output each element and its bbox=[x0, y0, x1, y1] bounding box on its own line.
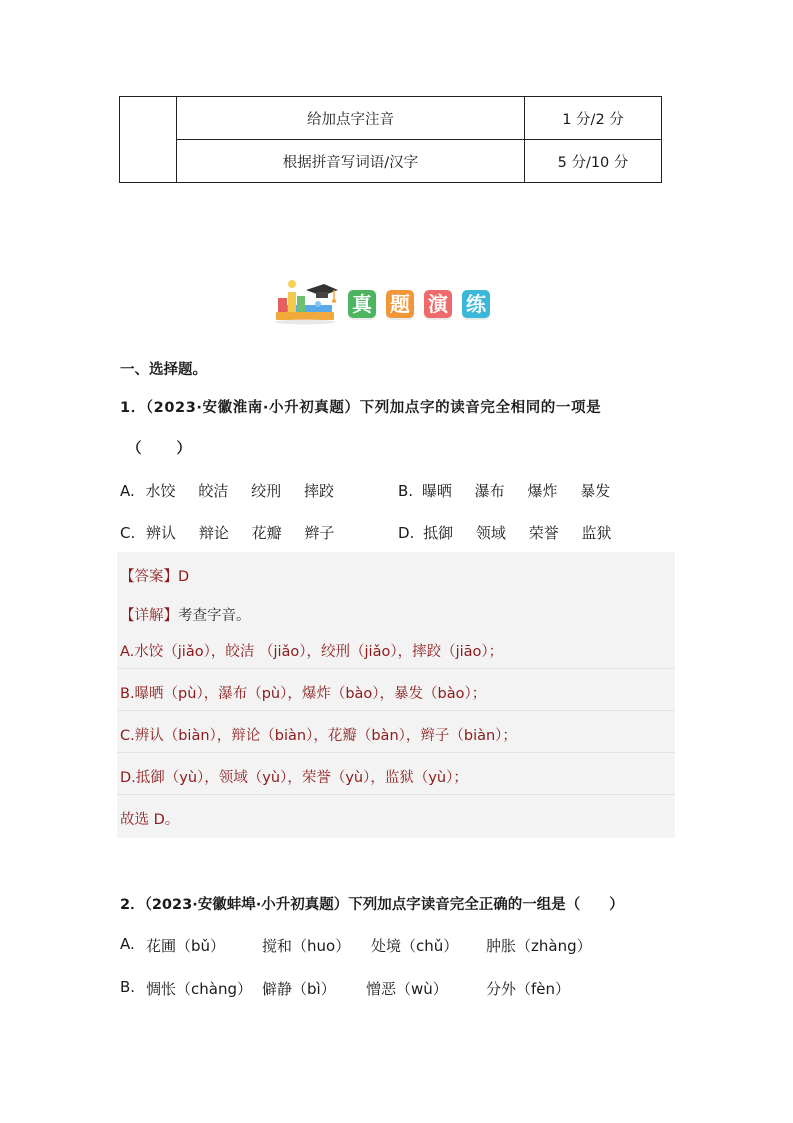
option-word: 荣誉 bbox=[528, 524, 559, 542]
option-word: 花瓣 bbox=[251, 524, 282, 542]
option-word: 曝晒 bbox=[421, 482, 452, 500]
option-label: A. bbox=[120, 482, 135, 500]
option-c bbox=[120, 522, 352, 543]
table-cell-score: 1 分/2 分 bbox=[525, 97, 662, 140]
option-word: 分外（fèn） bbox=[486, 980, 571, 998]
section-banner bbox=[272, 278, 522, 326]
option-word: 肿胀（zhàng） bbox=[486, 937, 592, 955]
explanation-c: C.辨认（biàn），辩论（biàn），花瓣（bàn），辫子（biàn）； bbox=[120, 728, 517, 744]
banner-char-3: 演 bbox=[424, 290, 452, 318]
option-word: 领域 bbox=[475, 524, 506, 542]
option-d bbox=[398, 522, 630, 543]
option-label: B. bbox=[120, 978, 136, 996]
option-word: 爆炸 bbox=[527, 482, 558, 500]
books-graduation-icon bbox=[272, 278, 342, 326]
answer-panel bbox=[117, 552, 675, 838]
option-word: 辩论 bbox=[198, 524, 229, 542]
answer-line bbox=[120, 565, 189, 586]
option-a bbox=[120, 935, 135, 953]
detail-label: 【详解】 bbox=[120, 608, 178, 624]
question-2-stem: 2．（2023·安徽蚌埠·小升初真题）下列加点字读音完全正确的一组是（ ） bbox=[120, 897, 624, 913]
option-word: 辨认 bbox=[146, 524, 177, 542]
option-word: 皎洁 bbox=[198, 482, 229, 500]
table-row bbox=[120, 97, 662, 140]
question-1-stem: 1．（2023·安徽淮南·小升初真题）下列加点字的读音完全相同的一项是 bbox=[120, 400, 602, 416]
banner-char-2: 题 bbox=[386, 290, 414, 318]
detail-line bbox=[120, 604, 251, 625]
option-word: 搅和（huo） bbox=[262, 937, 351, 955]
option-label: D. bbox=[398, 524, 415, 542]
option-word: 僻静（bì） bbox=[262, 980, 336, 998]
answer-label: 【答案】 bbox=[120, 569, 178, 585]
option-word: 处境（chǔ） bbox=[371, 937, 459, 955]
table-cell-score: 5 分/10 分 bbox=[525, 140, 662, 183]
explanation-d: D.抵御（yù），领域（yù），荣誉（yù），监狱（yù）； bbox=[120, 770, 468, 786]
option-label: B. bbox=[398, 482, 414, 500]
option-b bbox=[398, 480, 628, 501]
divider bbox=[117, 752, 675, 753]
conclusion: 故选 D。 bbox=[120, 812, 180, 828]
option-word: 监狱 bbox=[581, 524, 612, 542]
divider bbox=[117, 710, 675, 711]
divider bbox=[117, 668, 675, 669]
option-word: 辫子 bbox=[304, 524, 335, 542]
option-word: 水饺 bbox=[145, 482, 176, 500]
explanation-b: B.曝晒（pù），瀑布（pù），爆炸（bào），暴发（bào）； bbox=[120, 686, 487, 702]
table-row bbox=[120, 140, 662, 183]
option-word: 暴发 bbox=[580, 482, 611, 500]
option-label: C. bbox=[120, 524, 136, 542]
banner-char-4: 练 bbox=[462, 290, 490, 318]
score-table bbox=[119, 96, 662, 183]
question-1-answer-blank: （ ） bbox=[127, 441, 193, 457]
table-cell-empty bbox=[120, 97, 177, 183]
table-cell-item: 给加点字注音 bbox=[177, 97, 525, 140]
explanation-a: A.水饺（jiǎo），皎洁 （jiǎo），绞刑（jiǎo），摔跤（jiāo）； bbox=[120, 644, 504, 660]
option-word: 花圃（bǔ） bbox=[146, 937, 226, 955]
option-word: 惆怅（chàng） bbox=[146, 980, 252, 998]
option-word: 瀑布 bbox=[474, 482, 505, 500]
option-label: A. bbox=[120, 935, 135, 953]
option-word: 憎恶（wù） bbox=[366, 980, 448, 998]
banner-char-1: 真 bbox=[348, 290, 376, 318]
table-cell-item: 根据拼音写词语/汉字 bbox=[177, 140, 525, 183]
option-word: 摔跤 bbox=[303, 482, 334, 500]
option-b bbox=[120, 978, 135, 996]
option-word: 抵御 bbox=[423, 524, 454, 542]
section-title: 一、选择题。 bbox=[120, 362, 207, 378]
detail-value: 考查字音。 bbox=[178, 608, 251, 624]
option-a bbox=[120, 480, 352, 501]
option-word: 绞刑 bbox=[251, 482, 282, 500]
divider bbox=[117, 794, 675, 795]
answer-value: D bbox=[178, 569, 190, 585]
